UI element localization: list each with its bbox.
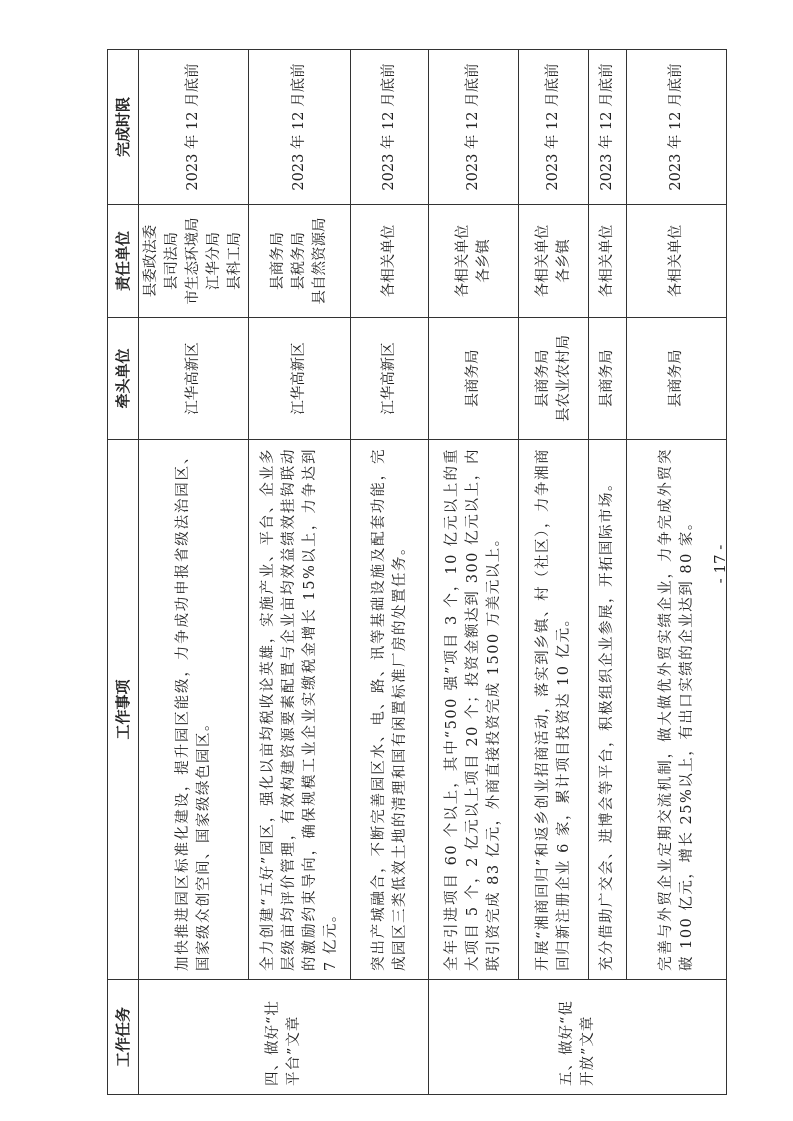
rotated-page-content (107, 50, 695, 1095)
item-cell: 充分借助广交会、进博会等平台，积极组织企业参展，开拓国际市场。 (589, 440, 627, 980)
lead-cell: 县商务局 (589, 318, 627, 440)
resp-unit: 市生态环境局 (185, 217, 201, 305)
lead-cell: 江华高新区 (351, 318, 429, 440)
resp-unit: 各乡镇 (475, 239, 492, 283)
lead-cell: 县商务局 县农业农村局 (519, 318, 589, 440)
deadline-cell: 2023 年 12 月底前 (249, 50, 351, 205)
resp-unit: 县税务局 (291, 232, 307, 290)
task-cell: 五、做好“促开放”文章 (429, 980, 727, 1095)
deadline-cell: 2023 年 12 月底前 (139, 50, 249, 205)
header-lead: 牵头单位 (108, 318, 139, 440)
deadline-cell: 2023 年 12 月底前 (627, 50, 727, 205)
resp-unit: 各相关单位 (381, 224, 397, 298)
resp-unit: 各乡镇 (555, 239, 572, 283)
header-deadline: 完成时限 (108, 50, 139, 205)
resp-cell (627, 205, 727, 318)
resp-cell (139, 205, 249, 318)
resp-unit: 各相关单位 (454, 224, 471, 298)
header-task: 工作任务 (108, 980, 139, 1095)
lead-cell: 江华高新区 (139, 318, 249, 440)
resp-unit: 各相关单位 (668, 224, 684, 298)
table-row (139, 50, 249, 1095)
resp-cell (589, 205, 627, 318)
lead-cell: 县商务局 (627, 318, 727, 440)
deadline-cell: 2023 年 12 月底前 (589, 50, 627, 205)
page-number: - 17 - (711, 544, 729, 584)
header-row (108, 50, 139, 1095)
deadline-cell: 2023 年 12 月底前 (519, 50, 589, 205)
lead-cell: 县商务局 (429, 318, 519, 440)
table-row (429, 50, 519, 1095)
resp-unit: 县商务局 (270, 232, 286, 290)
resp-unit: 各相关单位 (599, 224, 615, 298)
resp-cell (429, 205, 519, 318)
header-item: 工作事项 (108, 440, 139, 980)
resp-unit: 县自然资源局 (312, 217, 328, 305)
item-cell: 全年引进项目 60 个以上，其中“500 强”项目 3 个，10 亿元以上的重大项目 5 个，2 亿元以上项目 20 个；投资金额达到 300 亿元以上，内联引资完成 83 亿元，外商直接投资完成 1500 万美元以上。 (429, 440, 519, 980)
item-cell: 开展“湘商回归”和返乡创业招商活动，落实到乡镇、村（社区），力争湘商回归新注册企业 6 家，累计项目投资达 10 亿元。 (519, 440, 589, 980)
resp-unit: 各相关单位 (534, 224, 551, 298)
resp-cell (351, 205, 429, 318)
work-task-table (107, 49, 727, 1095)
resp-cell (249, 205, 351, 318)
resp-unit: 县科工局 (227, 232, 243, 290)
resp-cell (519, 205, 589, 318)
deadline-cell: 2023 年 12 月底前 (429, 50, 519, 205)
item-cell: 全力创建“五好”园区，强化以亩均税收论英雄，实施产业、平台、企业多层级亩均评价管理，有效构建资源要素配置与企业亩均效益绩效挂钩联动的激励约束导向，确保规模工业企业实缴税金增长 15%以上，力争达到 7 亿元。 (249, 440, 351, 980)
item-cell: 完善与外贸企业定期交流机制，做大做优外贸实绩企业，力争完成外贸突破 100 亿元，增长 25%以上，有出口实绩的企业达到 80 家。 (627, 440, 727, 980)
item-cell: 突出产城融合，不断完善园区水、电、路、讯等基础设施及配套功能，完成园区三类低效土地的清理和国有闲置标准厂房的处置任务。 (351, 440, 429, 980)
table-row (249, 50, 351, 1095)
deadline-cell: 2023 年 12 月底前 (351, 50, 429, 205)
table-row (519, 50, 589, 1095)
resp-unit: 江华分局 (206, 232, 222, 290)
item-cell: 加快推进园区标准化建设，提升园区能级，力争成功申报省级法治园区、国家级众创空间、国家级绿色园区。 (139, 440, 249, 980)
table-row (589, 50, 627, 1095)
header-resp: 责任单位 (108, 205, 139, 318)
lead-cell: 江华高新区 (249, 318, 351, 440)
task-cell: 四、做好“壮平台”文章 (139, 980, 429, 1095)
resp-unit: 县司法局 (164, 232, 180, 290)
resp-unit: 县委政法委 (143, 224, 159, 298)
table-row (351, 50, 429, 1095)
